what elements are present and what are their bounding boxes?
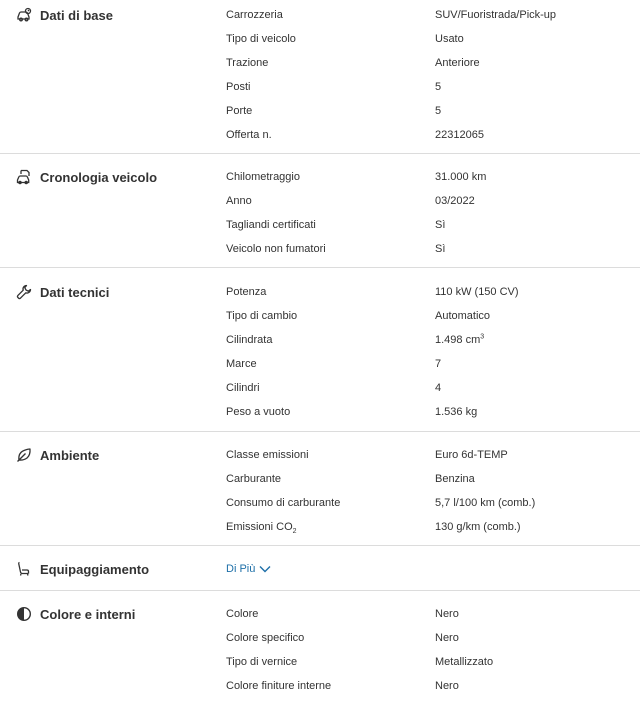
show-more-label: Di Più [226, 563, 256, 575]
spec-label: Consumo di carburante [226, 497, 341, 509]
subscript: 2 [292, 528, 297, 536]
spec-row-emissioni-co2 [0, 515, 640, 539]
spec-row-porte [0, 99, 640, 123]
section-divider [0, 153, 640, 154]
spec-value: 5,7 l/100 km (comb.) [435, 497, 536, 509]
section-title: Cronologia veicolo [40, 169, 158, 185]
spec-row-peso-a-vuoto [0, 400, 640, 424]
spec-label: Chilometraggio [226, 171, 300, 183]
spec-row-potenza [0, 280, 640, 304]
superscript: 3 [480, 333, 485, 341]
spec-label: Posti [226, 81, 251, 93]
spec-row-veicolo-non-fumatori [0, 237, 640, 261]
spec-value: Sì [435, 219, 446, 231]
spec-value-text: 1.498 cm [435, 334, 481, 346]
spec-value: Euro 6d-TEMP [435, 449, 508, 461]
spec-value: 5 [435, 105, 442, 117]
section-divider [0, 545, 640, 546]
spec-label: Marce [226, 358, 257, 370]
spec-value: 4 [435, 382, 442, 394]
spec-label: Tipo di cambio [226, 310, 298, 322]
spec-value [435, 328, 484, 352]
spec-label: Colore [226, 608, 259, 620]
section-title: Colore e interni [40, 606, 136, 622]
spec-row-marce [0, 352, 640, 376]
spec-label: Tipo di vernice [226, 656, 298, 668]
spec-value: Benzina [435, 473, 475, 485]
section-header-equipaggiamento [16, 561, 149, 577]
spec-row-chilometraggio [0, 165, 640, 189]
spec-label: Carburante [226, 473, 282, 485]
spec-label: Porte [226, 105, 253, 117]
section-title: Equipaggiamento [40, 561, 150, 577]
spec-label: Anno [226, 195, 252, 207]
spec-label: Classe emissioni [226, 449, 309, 461]
spec-value: Nero [435, 632, 459, 644]
spec-row-offerta [0, 123, 640, 147]
section-divider [0, 431, 640, 432]
spec-row-classe-emissioni [0, 443, 640, 467]
spec-label-text: Emissioni CO [226, 521, 293, 533]
spec-value: Usato [435, 33, 464, 45]
spec-value: Anteriore [435, 57, 480, 69]
spec-label: Peso a vuoto [226, 406, 291, 418]
spec-row-tipo-di-veicolo [0, 27, 640, 51]
spec-row-cilindri [0, 376, 640, 400]
spec-label: Trazione [226, 57, 269, 69]
spec-value: SUV/Fuoristrada/Pick-up [435, 9, 557, 21]
spec-label: Cilindrata [226, 334, 273, 346]
spec-row-posti [0, 75, 640, 99]
spec-row-colore-finiture-interne [0, 674, 640, 698]
spec-value: 22312065 [435, 129, 484, 141]
spec-row-carburante [0, 467, 640, 491]
spec-row-carrozzeria [0, 3, 640, 27]
spec-row-colore-specifico [0, 626, 640, 650]
spec-row-tipo-di-cambio [0, 304, 640, 328]
spec-row-colore [0, 602, 640, 626]
car-seat-icon [16, 561, 32, 577]
spec-value: Automatico [435, 310, 491, 322]
spec-value: 5 [435, 81, 442, 93]
spec-label: Cilindri [226, 382, 260, 394]
show-more-equipment-link[interactable] [226, 563, 271, 575]
spec-value: Nero [435, 680, 459, 692]
spec-value: 110 kW (150 CV) [435, 286, 519, 298]
spec-label: Colore specifico [226, 632, 305, 644]
section-title: Dati tecnici [40, 284, 110, 300]
section-divider [0, 267, 640, 268]
spec-label: Offerta n. [226, 129, 272, 141]
spec-label: Potenza [226, 286, 267, 298]
spec-value: Sì [435, 243, 446, 255]
spec-value: Nero [435, 608, 459, 620]
spec-label: Tagliandi certificati [226, 219, 316, 231]
spec-row-anno [0, 189, 640, 213]
section-title: Ambiente [40, 447, 100, 463]
spec-value: 03/2022 [435, 195, 475, 207]
spec-label: Colore finiture interne [226, 680, 332, 692]
spec-label [226, 515, 297, 539]
spec-label: Tipo di veicolo [226, 33, 296, 45]
section-title: Dati di base [40, 7, 113, 23]
spec-row-consumo-di-carburante [0, 491, 640, 515]
spec-row-cilindrata [0, 328, 640, 352]
spec-label: Veicolo non fumatori [226, 243, 326, 255]
section-divider [0, 590, 640, 591]
spec-value: 1.536 kg [435, 406, 478, 418]
spec-row-tagliandi-certificati [0, 213, 640, 237]
spec-value: 31.000 km [435, 171, 487, 183]
spec-row-tipo-di-vernice [0, 650, 640, 674]
chevron-down-icon [259, 565, 271, 573]
spec-label: Carrozzeria [226, 9, 283, 21]
spec-value: 7 [435, 358, 442, 370]
spec-row-trazione [0, 51, 640, 75]
spec-value: 130 g/km (comb.) [435, 521, 521, 533]
spec-value: Metallizzato [435, 656, 494, 668]
